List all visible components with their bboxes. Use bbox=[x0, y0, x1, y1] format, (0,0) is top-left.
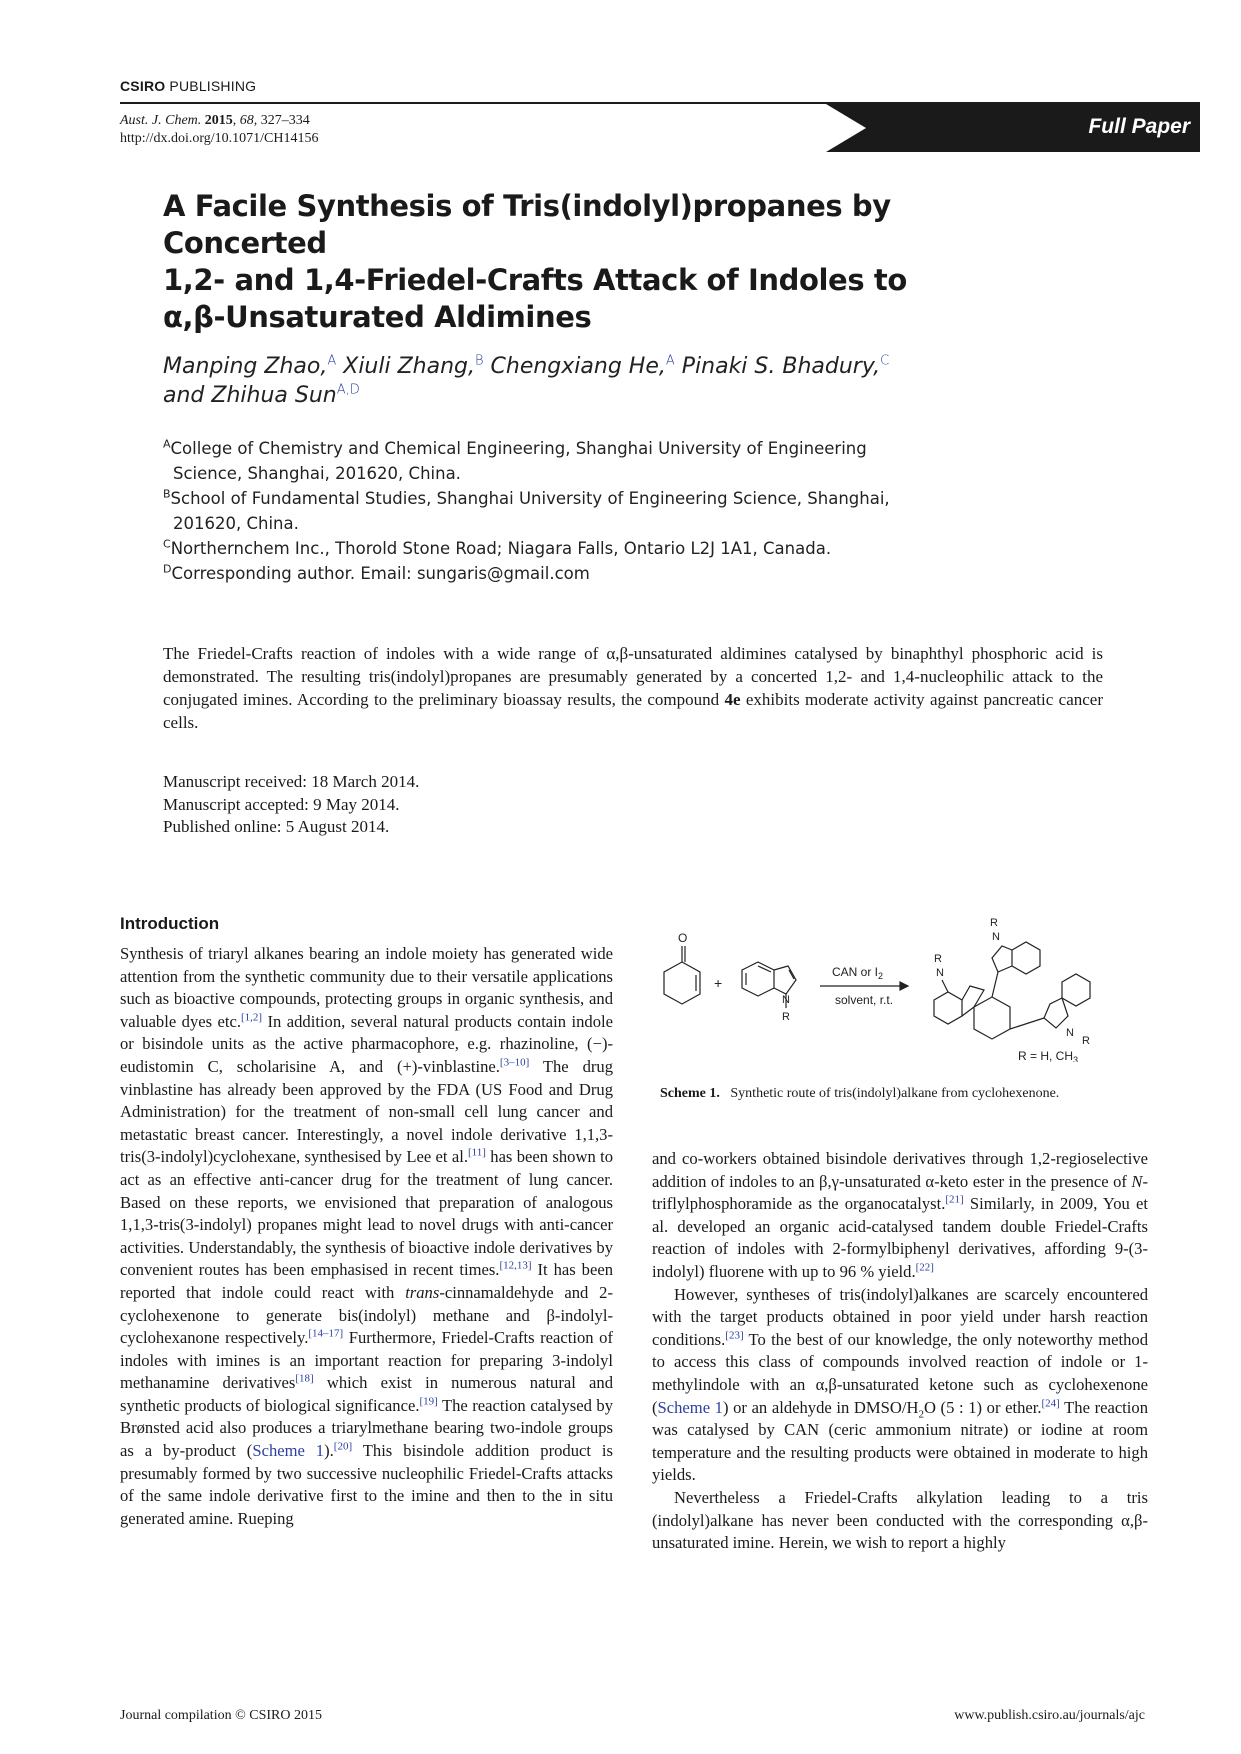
manuscript-dates: Manuscript received: 18 March 2014. Manuscript accepted: 9 May 2014. Published online: 5 August 2014. bbox=[163, 772, 420, 836]
citation-ref[interactable]: [3–10] bbox=[499, 1056, 530, 1069]
oxygen-label: O bbox=[678, 931, 688, 945]
author-list: Manping Zhao,$^A$ Xiuli Zhang,$^B$ Chengxiang He,$^A$ Pinaki S. Bhadury,$^C$ and Zhihua Sun$^{A,D}$ bbox=[163, 353, 890, 408]
conditions-bottom: solvent, r.t. bbox=[835, 993, 894, 1007]
conditions-top: CAN or $I_2$ bbox=[832, 965, 884, 981]
citation-ref[interactable]: [1,2] bbox=[240, 1011, 263, 1024]
citation-ref[interactable]: [12,13] bbox=[499, 1259, 532, 1272]
doi-link[interactable]: http://dx.doi.org/10.1071/CH14156 bbox=[120, 131, 319, 146]
citation-ref[interactable]: [14–17] bbox=[308, 1327, 344, 1340]
author-name: and Zhihua Sun bbox=[163, 383, 337, 408]
nitrogen-label: N bbox=[782, 994, 790, 1006]
svg-text:R: R bbox=[1082, 1035, 1090, 1047]
citation-ref[interactable]: [22] bbox=[915, 1261, 934, 1274]
affiliation: $^A$College of Chemistry and Chemical Engineering, Shanghai University of Engineering bbox=[163, 437, 867, 458]
svg-text:N: N bbox=[1066, 1027, 1074, 1039]
citation: Aust. J. Chem. 2015, 68, 327–334 http://dx.doi.org/10.1071/CH14156 bbox=[120, 113, 319, 146]
right-column-text: and co-workers obtained bisindole derivatives through 1,2-regioselective addition of indoles to an β,γ-unsaturated α-keto ester in the presence of N-triflylphosphoramide as the organocatalyst.[21] Similarly, in 2009, You et al. developed an organic acid-catalysed tandem double Friedel-Crafts reaction of indoles with 2-formylbiphenyl derivatives, affording 9-(3-indolyl) fluorene with up to 96 % yield.[22] However, syntheses of tris(indolyl)alkanes are scarcely encountered with the target products obtained in poor yield under harsh reaction conditions.[23] To the best of our knowledge, the only noteworthy method to access this class of compounds involved reaction of indole or 1-methylindole with an α,β-unsaturated ketone such as cyclohexenone (Scheme 1) or an aldehyde in DMSO/$H_2O$ (5 : 1) or ether.[24] The reaction was catalysed by CAN (ceric ammonium nitrate) or iodine at room temperature and the resulting products were obtained in moderate to high yields. Nevertheless a Friedel-Crafts alkylation leading to a tris (indolyl)alkane has never been conducted with the corresponding α,β-unsaturated imine. Herein, we wish to report a highly bbox=[652, 1149, 1148, 1553]
citation-ref[interactable]: [19] bbox=[419, 1395, 438, 1408]
citation-ref[interactable]: [24] bbox=[1041, 1397, 1060, 1409]
publisher-name: CSIRO PUBLISHING bbox=[120, 78, 257, 94]
citation-ref[interactable]: [18] bbox=[295, 1372, 314, 1385]
citation-ref[interactable]: [21] bbox=[945, 1193, 964, 1206]
footer-url[interactable]: www.publish.csiro.au/journals/ajc bbox=[954, 1708, 1145, 1723]
citation-ref[interactable]: [11] bbox=[468, 1146, 486, 1159]
scheme-link[interactable]: Scheme 1 bbox=[657, 1397, 723, 1417]
affiliation: $^C$Northernchem Inc., Thorold Stone Road; Niagara Falls, Ontario L2J 1A1, Canada. bbox=[163, 537, 832, 558]
citation-ref[interactable]: [23] bbox=[725, 1329, 744, 1342]
scheme-1-figure bbox=[652, 912, 1152, 1062]
corresponding-author: $^D$Corresponding author. Email: sungaris@gmail.com bbox=[163, 562, 590, 583]
figure-caption: Scheme 1. Synthetic route of tris(indolyl)alkane from cyclohexenone. bbox=[660, 1086, 1060, 1101]
svg-text:R: R bbox=[990, 917, 998, 929]
cyclohexenone-structure bbox=[664, 931, 700, 1004]
plus-sign: + bbox=[714, 975, 723, 991]
affiliations: $^A$College of Chemistry and Chemical Engineering, Shanghai University of Engineering Science, Shanghai, 201620, China. $^B$School of Fundamental Studies, Shanghai University of Engineering Science, Shanghai, 201620, China. $^C$Northernchem Inc., Thorold Stone Road; Niagara Falls, Ontario L2J 1A1, Canada. $^D$Corresponding author. Email: sungaris@gmail.com bbox=[163, 436, 923, 586]
abstract: The Friedel-Crafts reaction of indoles with a wide range of α,β-unsaturated aldimines catalysed by binaphthyl phosphoric acid is demonstrated. The resulting tris(indolyl)propanes are presumably generated by a concerted 1,2- and 1,4-nucleophilic attack to the conjugated imines. According to the preliminary bioassay results, the compound 4e exhibits moderate activity against pancreatic cancer cells. bbox=[163, 644, 1103, 732]
r-group-label: R bbox=[782, 1011, 790, 1023]
affiliation: $^B$School of Fundamental Studies, Shanghai University of Engineering Science, Shanghai, bbox=[163, 487, 890, 508]
author-name: Pinaki S. Bhadury, bbox=[681, 354, 881, 379]
svg-text:N: N bbox=[936, 967, 944, 979]
paper-title: A Facile Synthesis of Tris(indolyl)propanes by Concerted 1,2- and 1,4-Friedel-Crafts Attack of Indoles to α,β-Unsaturated Aldimines bbox=[163, 189, 907, 334]
tris-indolyl-product bbox=[934, 917, 1090, 1047]
scheme-link[interactable]: Scheme 1 bbox=[252, 1441, 325, 1461]
r-group-note: R = H, $CH_3$ bbox=[1018, 1049, 1079, 1062]
journal-name: Aust. J. Chem. bbox=[120, 113, 202, 128]
author-name: Chengxiang He, bbox=[490, 354, 666, 379]
indole-structure bbox=[742, 962, 796, 1023]
author-name: Xiuli Zhang, bbox=[343, 354, 475, 379]
svg-text:N: N bbox=[992, 931, 1000, 943]
author-name: Manping Zhao, bbox=[163, 354, 328, 379]
left-column-text: Synthesis of triaryl alkanes bearing an indole moiety has generated wide attention from the synthetic community due to their versatile applications such as bioactive compounds, protecting groups in organic synthesis, and valuable dyes etc.[1,2] In addition, several natural products contain indole or bisindole units as the active pharmacophore, e.g. rhazinoline, (−)-eudistomin C, scholarisine A, and (+)-vinblastine.[3–10] The drug vinblastine has already been approved by the FDA (US Food and Drug Administration) for the treatment of non-small cell lung cancer and metastatic breast cancer. Interestingly, a novel indole derivative 1,1,3-tris(3-indolyl)cyclohexane, synthesised by Lee et al.[11] has been shown to act as an effective anti-cancer drug for the treatment of lung cancer. Based on these reports, we envisioned that preparation of analogous 1,1,3-tris(3-indolyl) propanes might lead to novel drugs with anti-cancer activities. Understandably, the synthesis of bioactive indole derivatives by convenient routes has been emphasised in recent times.[12,13] It has been reported that indole could react with trans-cinnamaldehyde and 2-cyclohexenone to generate bis(indolyl) methane and β-indolyl-cyclohexanone respectively.[14–17] Furthermore, Friedel-Crafts reaction of indoles with imines is an important reaction for preparing 3-indolyl methanamine derivatives[18] which exist in numerous natural and synthetic products of biological significance.[19] The reaction catalysed by Brønsted acid also produces a triarylmethane bearing two-indole groups as a by-product (Scheme 1).[20] This bisindole addition product is presumably formed by two successive nucleophilic Friedel-Crafts attacks of the same indole derivative first to the imine and then to the in situ generated amine. Rueping bbox=[120, 944, 614, 1528]
section-heading: Introduction bbox=[120, 914, 220, 933]
article-type-label: Full Paper bbox=[1088, 115, 1190, 138]
citation-ref[interactable]: [20] bbox=[333, 1440, 353, 1453]
footer-copyright: Journal compilation © CSIRO 2015 bbox=[120, 1708, 322, 1723]
svg-text:R: R bbox=[934, 953, 942, 965]
